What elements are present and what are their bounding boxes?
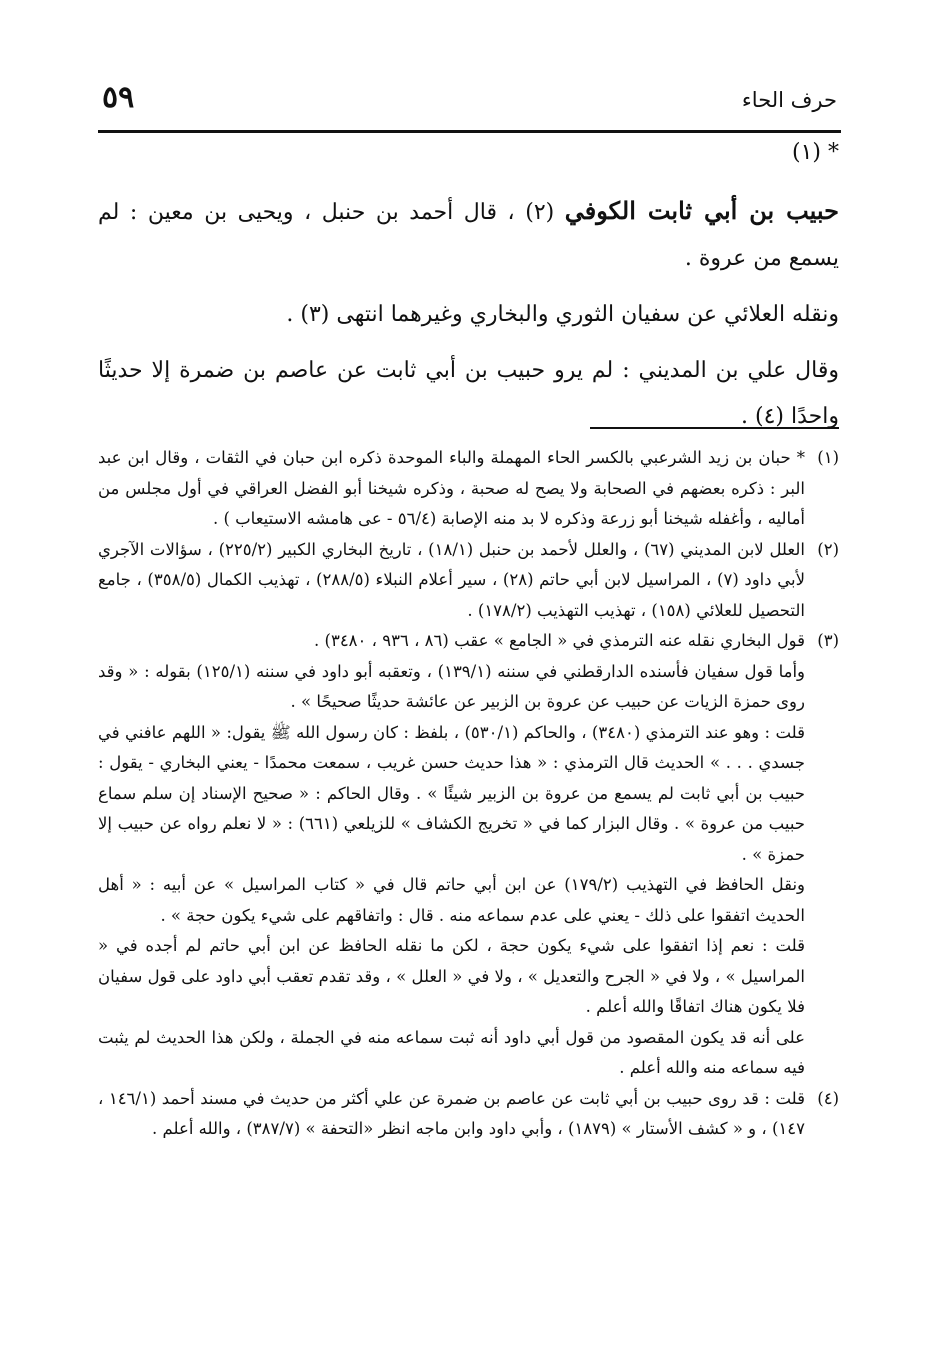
- footnote-3-continued: ونقل الحافظ في التهذيب (١٧٩/٢) عن ابن أبي حاتم قال في « كتاب المراسيل » عن أبيه : « أهل الحديث اتفقوا على ذلك - يعني على عدم سماعه منه . قال : واتفاقهم على شيء يكون حجة » .: [98, 875, 806, 925]
- footnote-text: العلل لابن المديني (٦٧) ، والعلل لأحمد بن حنبل (١٨/١) ، تاريخ البخاري الكبير (٢٢٥/٢) ، سؤالات الآجري لأبي داود (٧) ، المراسيل لابن أبي حاتم (٢٨) ، سير أعلام النبلاء (٢٨٨/٥) ، تهذيب الكمال (٣٥٨/٥) ، جامع التحصيل للعلائي (١٥٨) ، تهذيب التهذيب (١٧٨/٢) .: [98, 539, 805, 620]
- footnote-text: قلت : قد روى حبيب بن أبي ثابت عن عاصم بن ضمرة عن علي أكثر من حديث في مسند أحمد (١٤٦/١ ، ١٤٧) ، و « كشف الأستار » (١٨٧٩) ، وأبي داود وابن ماجه انظر «التحفة » (٣٨٧/٧) ، والله أعلم .: [98, 1088, 805, 1138]
- footnote-number: (١): [817, 448, 839, 467]
- header-rule: [98, 130, 841, 133]
- running-header-title: حرف الحاء: [741, 88, 837, 112]
- paragraph-3: وقال علي بن المديني : لم يرو حبيب بن أبي ثابت عن عاصم بن ضمرة إلا حديثًا واحدًا (٤) .: [98, 358, 839, 429]
- footnotes: [98, 443, 839, 1145]
- paragraph-1: [98, 188, 839, 282]
- footnote-separator: [590, 427, 839, 429]
- footnote-3: [98, 626, 839, 657]
- paragraph-2: ونقله العلائي عن سفيان الثوري والبخاري وغيرهما انتهى (٣) .: [286, 302, 839, 327]
- footnote-1: [98, 443, 839, 535]
- footnote-3-continued: قلت : نعم إذا اتفقوا على شيء يكون حجة ، لكن ما نقله الحافظ عن ابن أبي حاتم لم أجده في « المراسيل » ، ولا في « الجرح والتعديل » ، ولا في « العلل » ، وقد تقدم تعقب أبي داود على قول سفيان فلا يكون هناك اتفاقًا والله أعلم .: [98, 936, 805, 1016]
- page-number: ٥٩: [102, 80, 135, 115]
- entry-marker: * (١): [792, 140, 839, 165]
- footnote-number: (٣): [817, 631, 839, 650]
- narrator-name: حبيب بن أبي ثابت الكوفي: [564, 196, 839, 225]
- footnote-number: (٢): [817, 539, 839, 559]
- footnote-3-continued: وأما قول سفيان فأسنده الدارقطني في سننه (١٣٩/١) ، وتعقبه أبو داود في سننه (١٢٥/١) بقوله : « وقد روى حمزة الزيات عن حبيب عن عروة بن الزبير عن عائشة حديثًا صحيحًا » .: [98, 661, 805, 711]
- footnote-number: (٤): [817, 1088, 839, 1108]
- footnote-text: قول البخاري نقله عنه الترمذي في « الجامع » عقب (٨٦ ، ٩٣٦ ، ٣٤٨٠) .: [314, 631, 805, 650]
- footnote-ref[interactable]: (٢): [525, 200, 555, 225]
- footnote-3-continued: قلت : وهو عند الترمذي (٣٤٨٠) ، والحاكم (٥٣٠/١) ، بلفظ : كان رسول الله ﷺ يقول: « اللهم عافني في جسدي . . . » الحديث قال الترمذي : « هذا حديث حسن غريب ، سمعت محمدًا - يعني البخاري - يقول : حبيب بن أبي ثابت لم يسمع من عروة بن الزبير شيئًا » . وقال الحاكم : « صحيح الإسناد إن سلم سماع حبيب من عروة » . وقال البزار كما في « تخريج الكشاف » للزيلعي (٦٦١) : « لا نعلم رواه عن حبيب إلا حمزة » .: [98, 722, 806, 864]
- footnote-4: [98, 1084, 839, 1145]
- footnote-2: [98, 535, 839, 627]
- footnote-text: * حبان بن زيد الشرعبي بالكسر الحاء المهملة والباء الموحدة ذكره ابن حبان في الثقات ، وقال ابن عبد البر : ذكره بعضهم في الصحابة ولا يصح له صحبة ، وذكره شيخنا أبو الفضل العراقي في أول مجلس من أماليه ، وأغفله شيخنا أبو زرعة وذكره لا بد منه الإصابة (٥٦/٤ - عى هامشه الاستيعاب ) .: [98, 448, 805, 528]
- paragraph-text: ، قال أحمد بن حنبل ، ويحيى بن معين : لم يسمع من عروة .: [98, 200, 839, 271]
- main-text: [98, 188, 839, 450]
- footnote-3-continued: على أنه قد يكون المقصود من قول أبي داود أنه ثبت سماعه منه في الجملة ، ولكن هذا الحديث لم يثبت فيه سماعه منه والله أعلم .: [98, 1027, 805, 1077]
